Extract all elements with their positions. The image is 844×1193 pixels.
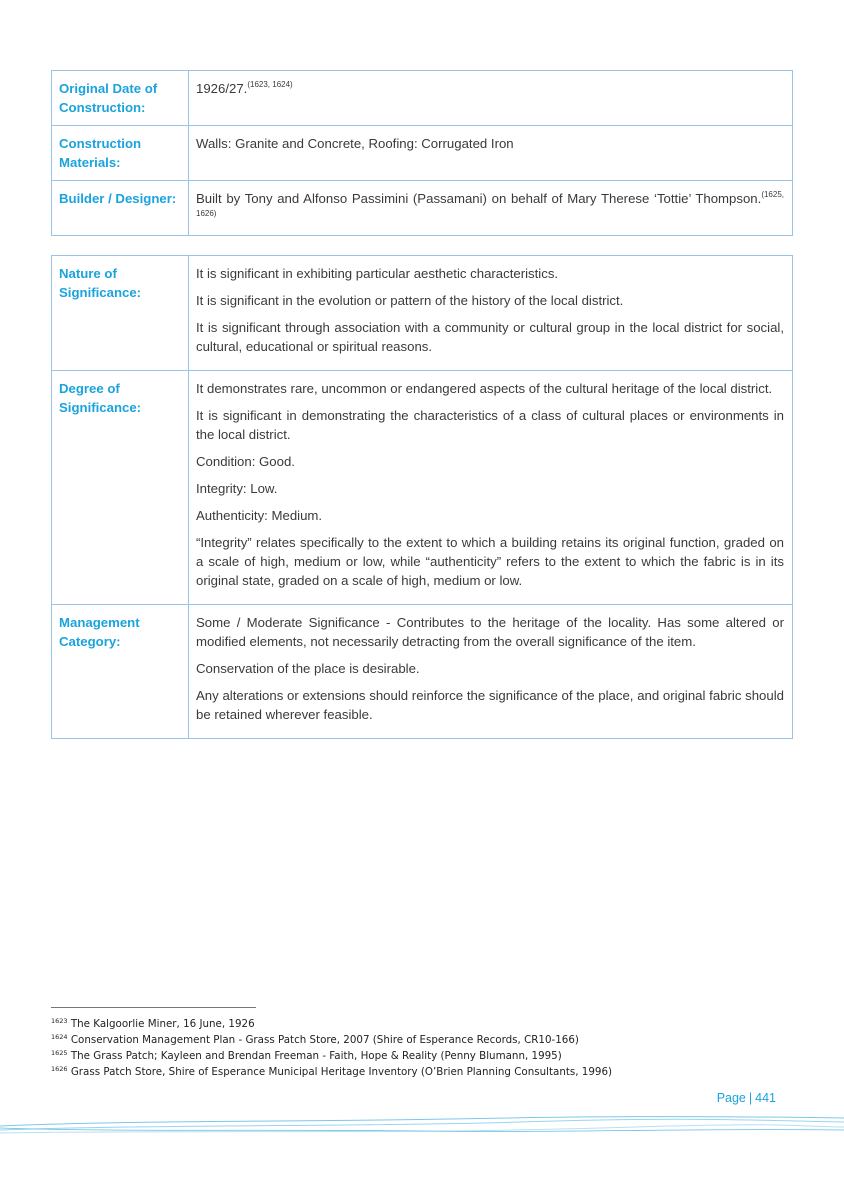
integrity-text: Integrity: Low.	[196, 481, 278, 496]
footer-wave-decoration	[0, 1108, 844, 1144]
footnote: $^{1623}$ The Kalgoorlie Miner, 16 June, 1926	[51, 1017, 255, 1030]
footnote: $^{1625}$ The Grass Patch; Kayleen and Brendan Freeman - Faith, Hope & Reality (Penny Blumann, 1995)	[51, 1049, 562, 1062]
degree-label: Degree of Significance:	[52, 371, 189, 605]
significance-statement: It is significant in demonstrating the characteristics of a class of cultural places or environments in the local district.	[196, 408, 784, 442]
place-details-table	[51, 70, 793, 236]
significance-statement: It is significant in the evolution or pattern of the history of the local district.	[196, 293, 624, 308]
table-row	[52, 256, 793, 371]
builder-label: Builder / Designer:	[52, 181, 189, 236]
builder-value: Built by Tony and Alfonso Passimini (Passamani) on behalf of Mary Therese ‘Tottie’ Thompson.$^{(1625, 1626)}$	[189, 181, 793, 236]
footnote: $^{1626}$ Grass Patch Store, Shire of Esperance Municipal Heritage Inventory (O’Brien Planning Consultants, 1996)	[51, 1065, 613, 1078]
authenticity-text: Authenticity: Medium.	[196, 508, 323, 523]
definitions-note: “Integrity” relates specifically to the extent to which a building retains its original function, graded on a scale of high, medium or low, while “authenticity” refers to the extent to which the fabric is in its original state, graded on a scale of high, medium or low.	[196, 535, 784, 588]
construction-date-value: 1926/27.$^{(1623, 1624)}$	[189, 71, 793, 126]
table-row	[52, 126, 793, 181]
footnotes	[51, 1016, 811, 1080]
degree-value	[189, 371, 793, 605]
management-statement: Conservation of the place is desirable.	[196, 661, 420, 676]
footnote-divider	[51, 1007, 256, 1008]
table-row	[52, 605, 793, 739]
footnote: $^{1624}$ Conservation Management Plan - Grass Patch Store, 2007 (Shire of Esperance Records, CR10-166)	[51, 1033, 579, 1046]
footnote-ref: (1623, 1624)	[247, 80, 293, 89]
materials-label: Construction Materials:	[52, 126, 189, 181]
table-row	[52, 71, 793, 126]
significance-table	[51, 255, 793, 739]
page-number: Page | 441	[716, 1091, 776, 1105]
materials-value: Walls: Granite and Concrete, Roofing: Corrugated Iron	[189, 126, 793, 181]
construction-date-label: Original Date of Construction:	[52, 71, 189, 126]
table-row	[52, 181, 793, 236]
management-statement: Any alterations or extensions should reinforce the significance of the place, and original fabric should be retained wherever feasible.	[196, 688, 784, 722]
management-label: Management Category:	[52, 605, 189, 739]
footnote-ref: (1625, 1626)	[196, 190, 784, 218]
significance-statement: It is significant through association with a community or cultural group in the local district for social, cultural, educational or spiritual reasons.	[196, 320, 784, 354]
significance-statement: It demonstrates rare, uncommon or endangered aspects of the cultural heritage of the local district.	[196, 381, 773, 396]
nature-label: Nature of Significance:	[52, 256, 189, 371]
nature-value	[189, 256, 793, 371]
significance-statement: It is significant in exhibiting particular aesthetic characteristics.	[196, 266, 559, 281]
management-value	[189, 605, 793, 739]
condition-text: Condition: Good.	[196, 454, 295, 469]
table-row	[52, 371, 793, 605]
management-statement: Some / Moderate Significance - Contributes to the heritage of the locality. Has some altered or modified elements, not necessarily detracting from the overall significance of the item.	[196, 615, 784, 649]
